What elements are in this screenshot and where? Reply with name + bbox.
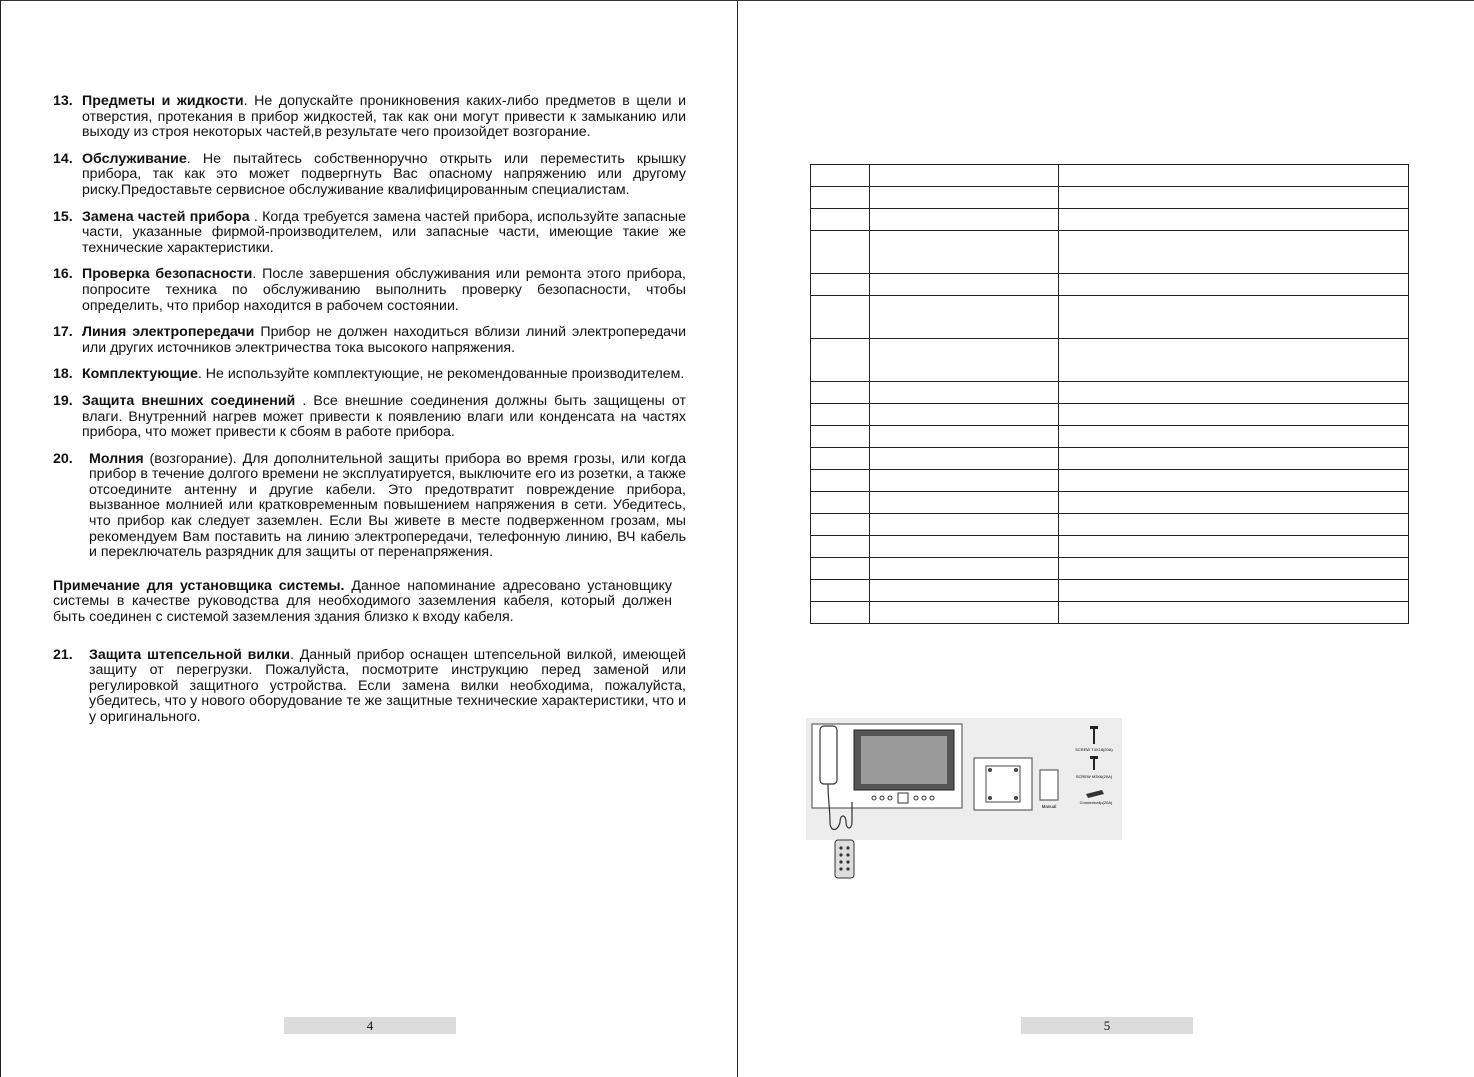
item-text: (возгорание). Для дополнительной защиты прибора во время грозы, или когда прибор в течение долгого времени не эксплуатируется, выключите его из розетки, а также отсоедините антенну и другие кабели. Это предотвратит повреждение прибора, вызванное молнией или кратковременным повышением напряжения в сети. Убедитесь, что прибор как следует заземлен. Если Вы живете в месте подверженном грозам, мы рекомендуем Вам поставить на линию электропередачи, телефонную линию, ВЧ кабель и переключатель разрядник для защиты от перенапряжения.: [89, 450, 686, 561]
screw-label: SCREW M3X6(20A): [1075, 774, 1113, 779]
table-row: [811, 470, 1409, 492]
table-row: [811, 209, 1409, 231]
list-item: [53, 210, 686, 257]
table-row: [811, 426, 1409, 448]
table-row: [811, 602, 1409, 624]
item-text: . Не пытайтесь собственноручно открыть или переместить крышку прибора, так как это может подвергнуть Вас опасному напряжению или другому риску.Предоставьте сервисное обслуживание квалифицированным специалистам.: [82, 150, 686, 198]
item-number: 19.: [53, 392, 73, 409]
item-text: . Когда требуется замена частей прибора, используйте запасные части, указанные фирмой-производителем, или запасные части, имеющие такие же технические характеристики.: [82, 208, 686, 256]
table-row: [811, 274, 1409, 296]
item-title: Обслуживание: [82, 150, 187, 167]
screw-label: SCREW T4X18(20A): [1075, 747, 1113, 752]
list-item: [53, 367, 686, 383]
item-number: 21.: [53, 646, 73, 663]
item-title: Замена частей прибора: [82, 208, 250, 225]
table-row: [811, 492, 1409, 514]
table-row: [811, 580, 1409, 602]
note-title: Примечание для установщика системы.: [53, 577, 345, 594]
item-text: . Не используйте комплектующие, не рекомендованные производителем.: [197, 366, 685, 383]
table-row: [811, 296, 1409, 339]
page-number: 4: [284, 1017, 456, 1034]
item-number: 13.: [53, 93, 73, 109]
item-number: 18.: [53, 366, 73, 383]
table-row: [811, 165, 1409, 187]
remote-control-icon: [835, 840, 854, 878]
table-row: [811, 231, 1409, 274]
table-row: [811, 558, 1409, 580]
item-number: 14.: [53, 150, 73, 167]
item-text: . Все внешние соединения должны быть защищены от влаги. Внутренний нагрев может привести к появлению влаги или конденсата на частях прибора, что может привести к сбоям в работе прибора.: [82, 392, 686, 441]
list-item: [53, 94, 686, 141]
item-title: Комплектующие: [82, 366, 198, 383]
connector-label: Connector4p(20A): [1079, 800, 1113, 805]
list-item: [53, 648, 686, 726]
table-row: [811, 339, 1409, 382]
item-number: 20.: [53, 450, 73, 467]
note-text: Данное напоминание адресовано установщику системы в качестве руководства для необходимого заземления кабеля, который должен быть соединен с системой заземления здания близко к входу кабеля.: [53, 577, 673, 626]
table-row: [811, 536, 1409, 558]
item-title: Защита внешних соединений: [82, 392, 296, 409]
table-row: [811, 187, 1409, 209]
list-item: [53, 325, 686, 356]
top-border: [738, 0, 1474, 1]
item-text: . Не допускайте проникновения каких-либо предметов в щели и отверстия, протекания в прибор жидкостей, так как они могут привести к замыканию или выходу из строя некоторых частей,в результате чего произойдет возгорание.: [82, 93, 687, 141]
item-title: Защита штепсельной вилки: [89, 646, 290, 663]
page-number: 5: [1021, 1017, 1193, 1034]
manual-label: Manual: [1041, 804, 1057, 809]
item-text: . После завершения обслуживания или ремонта этого прибора, попросите техника по обслуживанию выполнить проверку безопасности, чтобы определить, что прибор находится в рабочем состоянии.: [82, 266, 686, 314]
table-row: [811, 514, 1409, 536]
table-row: [811, 382, 1409, 404]
manual-icon: [1040, 770, 1058, 800]
list-item: [53, 267, 686, 314]
top-border: [1, 0, 737, 1]
list-item: [53, 152, 686, 199]
table-row: [811, 448, 1409, 470]
item-title: Предметы и жидкости: [82, 93, 244, 109]
package-contents-image: [806, 718, 1122, 883]
item-title: Линия электропередачи: [82, 324, 255, 341]
handset-icon: [820, 726, 837, 784]
item-number: 17.: [53, 324, 73, 341]
table-row: [811, 404, 1409, 426]
item-text: . Данный прибор оснащен штепсельной вилкой, имеющей защиту от перегрузки. Пожалуйста, посмотрите инструкцию перед заменой или регулировкой защитного устройства. Если замена вилки необходима, пожалуйста, убедитесь, что у нового оборудование те же защитные технические характеристики, что и у оригинального.: [89, 646, 686, 725]
item-title: Молния: [89, 450, 144, 467]
item-title: Проверка безопасности: [82, 266, 253, 283]
installer-note: [53, 579, 672, 626]
item-text: Прибор не должен находиться вблизи линий электропередачи или других источников электричества тока высокого напряжения.: [82, 324, 686, 356]
safety-list: [53, 94, 686, 737]
item-number: 16.: [53, 266, 73, 283]
mounting-bracket: [974, 758, 1032, 810]
specification-table: [810, 164, 1409, 624]
screen-glass: [861, 736, 947, 784]
item-number: 15.: [53, 208, 73, 225]
list-item: [53, 394, 686, 441]
list-item: [53, 452, 686, 561]
